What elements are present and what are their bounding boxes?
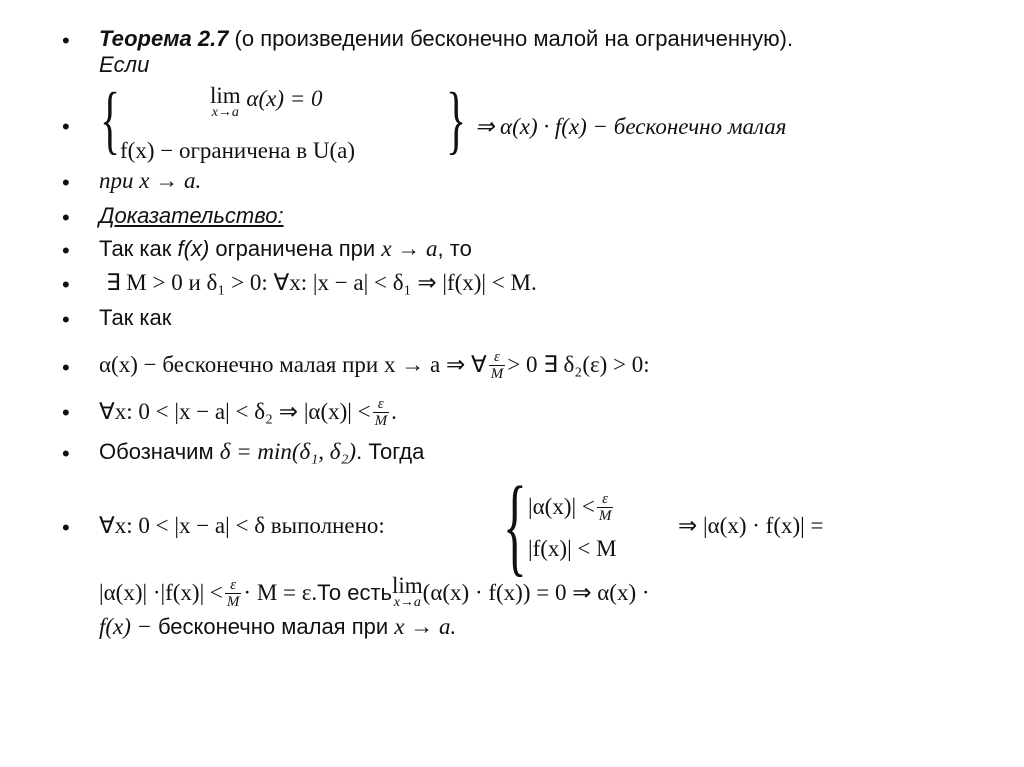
fraction-eps-M: $\frac{\varepsilon}{M}$: [374, 395, 388, 429]
if-word: Если: [99, 52, 150, 77]
fraction-eps-M: $\frac{\varepsilon}{M}$: [226, 576, 240, 610]
forall-line: ∀x: 0 < |x − a| < δ₂ ⇒ |α(x)| < $\frac{\varepsilon}{M}$ .: [99, 395, 397, 429]
bullet: •: [62, 272, 70, 297]
bounded-line: Так как f(x) ограничена при x → a, то: [99, 236, 472, 261]
right-brace: }: [446, 78, 467, 162]
denote-line: Обозначим δ = min(δ₁, δ₂). Тогда: [99, 439, 425, 464]
bullet: •: [62, 307, 70, 332]
system1-row2: f(x) − ограничена в U(a): [120, 138, 355, 163]
proof-label: Доказательство:: [99, 203, 284, 228]
left-brace: {: [503, 464, 527, 586]
since-line: Так как: [99, 305, 172, 330]
system2-row1: |α(x)| < $\frac{\varepsilon}{M}$: [528, 490, 612, 524]
system2-right: ⇒ |α(x) · f(x)| =: [678, 513, 824, 538]
bullet: •: [62, 400, 70, 425]
bullet: •: [62, 441, 70, 466]
left-brace: {: [100, 78, 121, 162]
limit-operator: lim x→a: [210, 83, 241, 120]
bullet: •: [62, 515, 70, 540]
bullet: •: [62, 205, 70, 230]
bullet: •: [62, 355, 70, 380]
system1-row1: lim x→a α(x) = 0: [210, 83, 323, 120]
last-line: f(x) − бесконечно малая при x → a.: [99, 614, 457, 639]
bullet: •: [62, 28, 70, 53]
system2-left: ∀x: 0 < |x − a| < δ выполнено:: [99, 513, 385, 538]
bullet: •: [62, 238, 70, 263]
bullet: •: [62, 170, 70, 195]
final-line: |α(x)| ·|f(x)| < $\frac{\varepsilon}{M}$ · M = ε. То есть lim x→a (α(x) · f(x)) = 0 ⇒ α(x) ·: [99, 573, 650, 610]
theorem-title: Теорема 2.7: [99, 26, 229, 51]
limit-operator: lim x→a: [392, 573, 423, 610]
system1-conclusion: ⇒ α(x) · f(x) − бесконечно малая: [475, 114, 787, 139]
fraction-eps-M: $\frac{\varepsilon}{M}$: [598, 490, 612, 524]
theorem-line: [99, 26, 793, 52]
system2-row2: |f(x)| < M: [528, 536, 617, 561]
theorem-subtitle: (о произведении бесконечно малой на ограниченную).: [228, 26, 794, 51]
exists-line: ∃ M > 0 и δ₁ > 0: ∀x: |x − a| < δ₁ ⇒ |f(x)| < M.: [106, 270, 537, 295]
alpha-line: α(x) − бесконечно малая при x → a ⇒ ∀ $\frac{\varepsilon}{M}$ > 0 ∃ δ₂(ε) > 0:: [99, 348, 650, 382]
as-x-to-a: при x → a.: [99, 168, 202, 193]
bullet: •: [62, 114, 70, 139]
fraction-eps-M: $\frac{\varepsilon}{M}$: [490, 348, 504, 382]
